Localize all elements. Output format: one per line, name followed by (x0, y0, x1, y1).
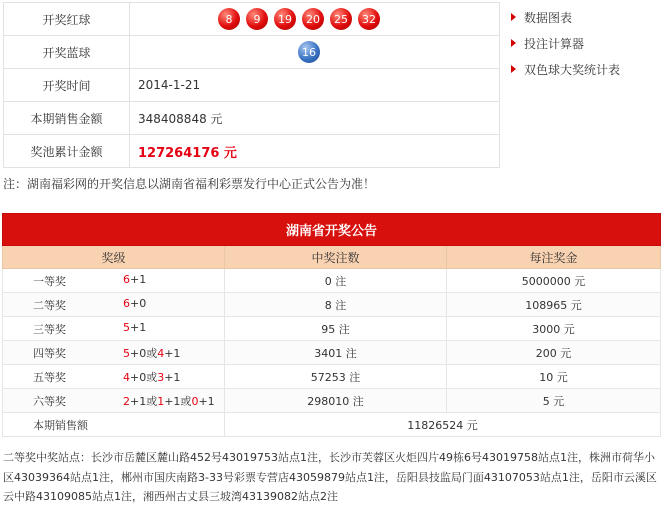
prize-row (3, 269, 661, 293)
prize-row (3, 293, 661, 317)
prize-amount: 5 元 (447, 389, 661, 413)
link-data-chart[interactable] (508, 4, 663, 30)
prize-count: 8 注 (225, 293, 447, 317)
draw-time-value: 2014-1-21 (130, 69, 500, 102)
condition-part: 5 (123, 346, 130, 360)
prize-count: 0 注 (225, 269, 447, 293)
red-balls-label: 开奖红球 (4, 3, 130, 36)
red-ball: 19 (274, 8, 296, 30)
link-label[interactable]: 投注计算器 (524, 36, 585, 51)
condition-part: +0或 (130, 346, 158, 360)
red-ball: 9 (246, 8, 268, 30)
prize-amount: 3000 元 (447, 317, 661, 341)
condition-part: +1 (198, 394, 215, 408)
prize-row (3, 317, 661, 341)
red-ball: 8 (218, 8, 240, 30)
blue-ball-label: 开奖蓝球 (4, 36, 130, 69)
condition-part: 3 (157, 370, 165, 384)
prize-row (3, 389, 661, 413)
prize-level-label: 六等奖 (33, 394, 66, 408)
prize-level (3, 317, 225, 341)
condition-part: 1 (157, 394, 165, 408)
prize-level (3, 293, 225, 317)
col-header-prize: 每注奖金 (447, 246, 661, 269)
condition-part: 4 (123, 370, 130, 384)
blue-ball: 16 (298, 41, 320, 63)
prize-level-label: 五等奖 (33, 370, 66, 384)
condition-part: 2 (123, 394, 130, 408)
prize-level-label: 二等奖 (33, 298, 66, 312)
disclaimer-note: 注：湖南福彩网的开奖信息以湖南省福利彩票发行中心正式公告为准！ (3, 177, 376, 191)
condition-part: +1 (130, 320, 147, 334)
prize-count: 298010 注 (225, 389, 447, 413)
condition-part: +1 (164, 346, 181, 360)
col-header-level: 奖级 (3, 246, 225, 269)
prize-amount: 108965 元 (447, 293, 661, 317)
prize-row (3, 365, 661, 389)
condition-part: +0或 (130, 370, 158, 384)
condition-part: +0 (130, 296, 147, 310)
prize-condition (123, 273, 146, 289)
prize-row (3, 341, 661, 365)
jackpot-value: 127264176 元 (130, 135, 500, 168)
arrow-right-icon (511, 13, 516, 21)
blue-ball-cell (130, 36, 500, 69)
prize-condition (123, 369, 180, 385)
draw-time-label: 开奖时间 (4, 69, 130, 102)
link-label[interactable]: 数据图表 (524, 10, 573, 25)
condition-part: +1 (130, 272, 147, 286)
red-balls-cell (130, 3, 500, 36)
prize-level-label: 三等奖 (33, 322, 66, 336)
prize-count: 95 注 (225, 317, 447, 341)
condition-part: 0 (191, 394, 199, 408)
condition-part: +1或 (164, 394, 192, 408)
link-jackpot-stats[interactable] (508, 56, 663, 82)
red-ball: 20 (302, 8, 324, 30)
red-balls (130, 8, 499, 30)
prize-level-label: 一等奖 (33, 274, 66, 288)
prize-amount: 200 元 (447, 341, 661, 365)
prize-amount: 10 元 (447, 365, 661, 389)
prize-condition (123, 393, 215, 409)
prize-level (3, 389, 225, 413)
prize-count: 3401 注 (225, 341, 447, 365)
link-label[interactable]: 双色球大奖统计表 (524, 62, 621, 77)
col-header-count: 中奖注数 (225, 246, 447, 269)
prize-condition (123, 345, 180, 361)
condition-part: 6 (123, 296, 130, 310)
condition-part: 5 (123, 320, 130, 334)
total-sales-value: 11826524 元 (225, 413, 661, 437)
sales-amount-label: 本期销售金额 (4, 102, 130, 135)
prize-condition (123, 321, 146, 337)
prize-level (3, 341, 225, 365)
sales-amount-value: 348408848 元 (130, 102, 500, 135)
side-links (508, 4, 663, 82)
prize-condition (123, 297, 146, 313)
condition-part: +1 (164, 370, 181, 384)
prize-amount: 5000000 元 (447, 269, 661, 293)
prize-level-label: 四等奖 (33, 346, 66, 360)
prize-table (2, 213, 661, 437)
link-bet-calculator[interactable] (508, 30, 663, 56)
prize-level (3, 269, 225, 293)
red-ball: 25 (330, 8, 352, 30)
second-prize-stations: 二等奖中奖站点：长沙市岳麓区麓山路452号43019753站点1注，长沙市芙蓉区火炬四片49栋6号43019758站点1注，株洲市荷华小区43039364站点1注，郴州市国庆南路3-33号彩票专营店43059879站点1注，岳阳县技监局门面43107053站点1注，岳阳市云溪区云中路43109085站点1注，湘西州古丈县三坡湾43139082站点2注 (3, 451, 657, 503)
prize-level (3, 365, 225, 389)
condition-part: 4 (157, 346, 165, 360)
jackpot-label: 奖池累计金额 (4, 135, 130, 168)
arrow-right-icon (511, 39, 516, 47)
condition-part: 6 (123, 272, 130, 286)
condition-part: +1或 (130, 394, 158, 408)
draw-info-table (3, 2, 500, 168)
arrow-right-icon (511, 65, 516, 73)
total-sales-label: 本期销售额 (3, 413, 225, 437)
red-ball: 32 (358, 8, 380, 30)
prize-table-title: 湖南省开奖公告 (3, 214, 661, 246)
prize-count: 57253 注 (225, 365, 447, 389)
